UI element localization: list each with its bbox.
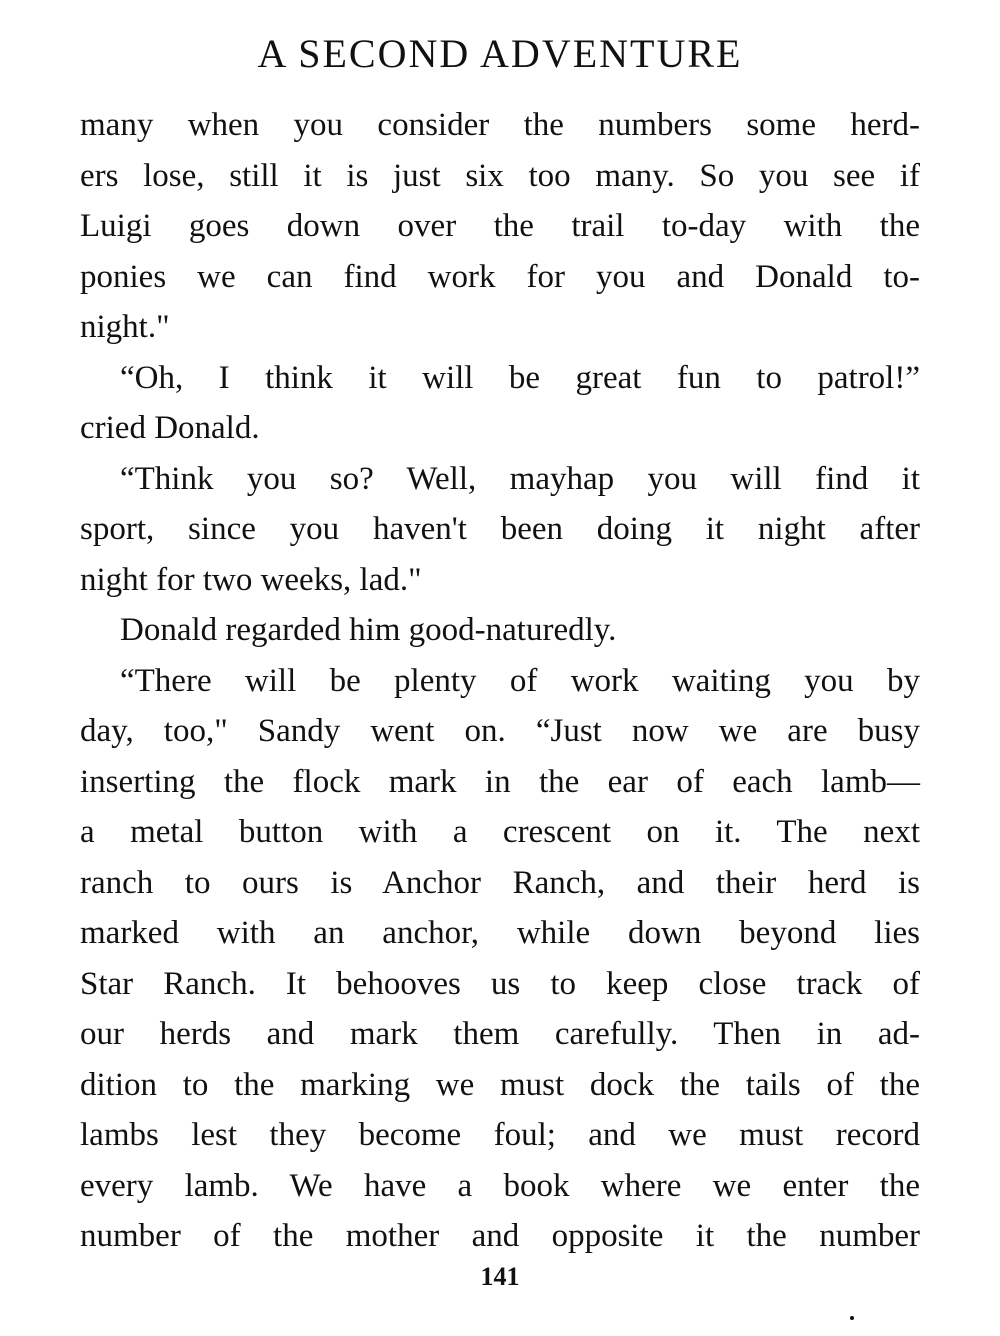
text-line: every lamb. We have a book where we enter the (80, 1167, 920, 1204)
text-line: dition to the marking we must dock the tails of the (80, 1066, 920, 1103)
text-line: “Oh, I think it will be great fun to patrol!” (120, 359, 920, 396)
text-line: “There will be plenty of work waiting you by (120, 662, 920, 699)
text-line: a metal button with a crescent on it. The next (80, 814, 920, 850)
text-line: many when you consider the numbers some herd- (80, 107, 920, 143)
text-line: Donald regarded him good-naturedly. (120, 612, 617, 648)
text-line: ranch to ours is Anchor Ranch, and their herd is (80, 864, 920, 901)
body-text (80, 100, 920, 1262)
text-line: ponies we can find work for you and Donald to- (80, 258, 920, 295)
text-line: number of the mother and opposite it the number (80, 1218, 920, 1254)
text-line: night." (80, 309, 170, 345)
text-line: ers lose, still it is just six too many. So you see if (80, 157, 920, 194)
text-line: inserting the flock mark in the ear of each lamb— (80, 763, 920, 800)
text-line: sport, since you haven't been doing it night after (80, 511, 920, 547)
page-number: 141 (480, 1262, 520, 1291)
text-line: lambs lest they become foul; and we must record (80, 1117, 920, 1153)
text-line: Star Ranch. It behooves us to keep close track of (80, 965, 920, 1002)
text-line: day, too," Sandy went on. “Just now we are busy (80, 713, 920, 749)
text-line: night for two weeks, lad." (80, 561, 422, 598)
text-line: marked with an anchor, while down beyond lies (80, 915, 920, 951)
text-line: Luigi goes down over the trail to-day with the (80, 208, 920, 244)
ink-speck (850, 1316, 854, 1320)
text-line: “Think you so? Well, mayhap you will find it (120, 460, 920, 497)
text-line: our herds and mark them carefully. Then in ad- (80, 1016, 920, 1052)
running-title: A SECOND ADVENTURE (257, 31, 743, 76)
text-line: cried Donald. (80, 410, 260, 446)
